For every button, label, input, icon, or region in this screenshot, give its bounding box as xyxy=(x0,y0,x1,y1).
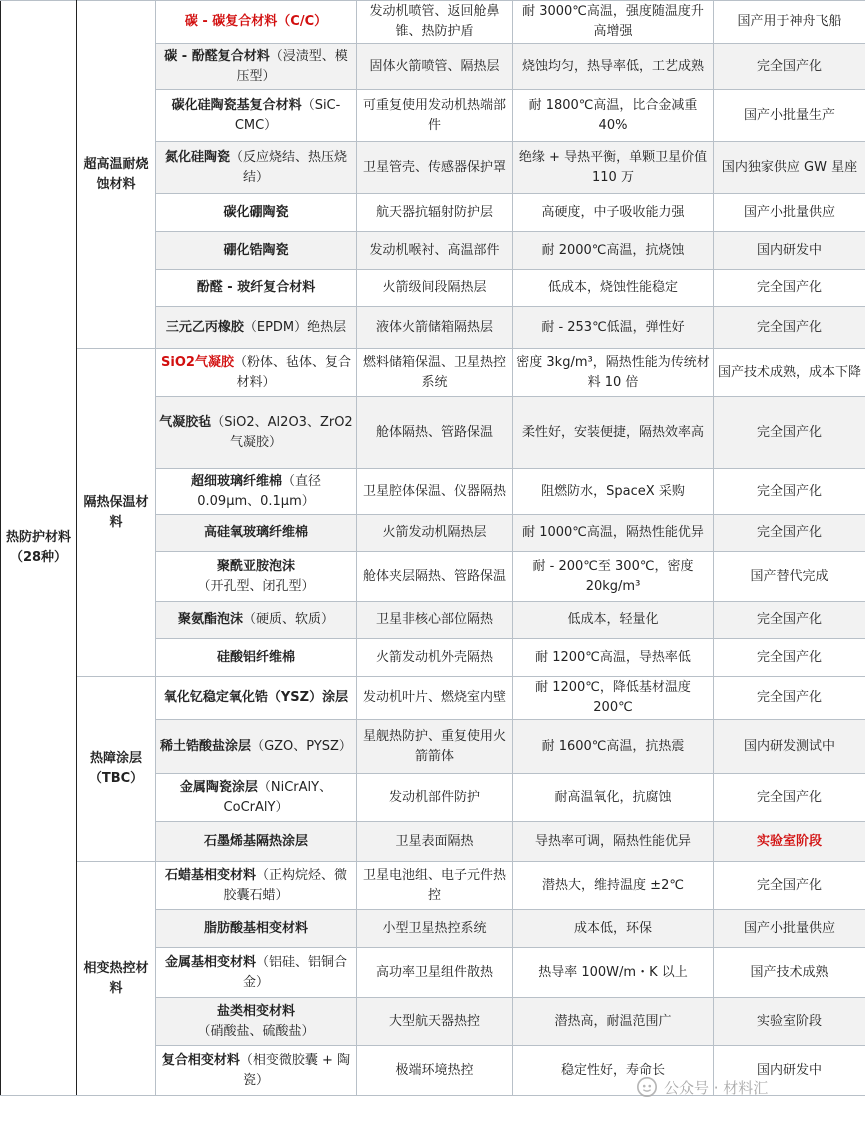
material-name: 高硅氧玻璃纤维棉 xyxy=(203,525,308,540)
application-cell: 卫星非核心部位隔热 xyxy=(357,602,513,639)
status-cell: 完全国产化 xyxy=(714,515,865,552)
material-name: 三元乙丙橡胶 xyxy=(165,319,244,335)
material-name-cell xyxy=(156,677,357,720)
application-cell: 高功率卫星组件散热 xyxy=(357,948,513,998)
status-cell: 国内研发中 xyxy=(714,232,865,270)
material-name: 氧化钇稳定氧化锆（YSZ）涂层 xyxy=(163,690,349,705)
material-name-cell xyxy=(156,307,357,349)
performance-cell: 潜热高，耐温范围广 xyxy=(513,998,714,1046)
material-name: 硅酸铝纤维棉 xyxy=(216,649,295,665)
performance-cell: 热导率 100W/m・K 以上 xyxy=(513,948,714,998)
group-cell: 相变热控材料 xyxy=(77,862,156,1096)
application-cell: 极端环境热控 xyxy=(357,1046,513,1096)
status-cell: 完全国产化 xyxy=(714,602,865,639)
material-detail: （硬质、软质） xyxy=(243,612,335,627)
performance-cell: 耐 3000℃高温，强度随温度升高增强 xyxy=(513,1,714,44)
application-cell: 发动机叶片、燃烧室内壁 xyxy=(357,677,513,720)
material-detail: （反应烧结、热压烧结） xyxy=(230,149,348,185)
application-cell: 火箭发动机外壳隔热 xyxy=(357,639,513,677)
status-cell: 国产技术成熟 xyxy=(714,948,865,998)
material-detail: （开孔型、闭孔型） xyxy=(197,578,315,594)
table-row xyxy=(1,862,865,910)
material-detail: （EPDM）绝热层 xyxy=(243,319,347,335)
status-cell: 国产替代完成 xyxy=(714,552,865,602)
performance-cell: 耐 1200℃，降低基材温度 200℃ xyxy=(513,677,714,720)
status-cell: 完全国产化 xyxy=(714,270,865,307)
performance-cell: 耐 - 253℃低温，弹性好 xyxy=(513,307,714,349)
performance-cell: 低成本，轻量化 xyxy=(513,602,714,639)
material-name-cell xyxy=(156,232,357,270)
performance-cell: 导热率可调，隔热性能优异 xyxy=(513,822,714,862)
performance-cell: 柔性好，安装便捷，隔热效率高 xyxy=(513,397,714,469)
material-name-cell xyxy=(156,469,357,515)
material-detail: （直径 0.09μm、0.1μm） xyxy=(197,473,322,509)
application-cell: 舱体隔热、管路保温 xyxy=(357,397,513,469)
status-cell: 实验室阶段 xyxy=(714,998,865,1046)
material-name-cell xyxy=(156,998,357,1046)
material-name-cell xyxy=(156,349,357,397)
performance-cell: 成本低，环保 xyxy=(513,910,714,948)
material-name: 脂肪酸基相变材料 xyxy=(203,920,308,936)
status-cell: 完全国产化 xyxy=(714,307,865,349)
material-name-cell xyxy=(156,515,357,552)
status-cell: 国内研发中 xyxy=(714,1046,865,1096)
status-cell: 完全国产化 xyxy=(714,397,865,469)
material-name: 聚酰亚胺泡沫 xyxy=(216,558,295,574)
application-cell: 火箭级间段隔热层 xyxy=(357,270,513,307)
material-detail: （GZO、PYSZ） xyxy=(251,738,352,754)
performance-cell: 稳定性好，寿命长 xyxy=(513,1046,714,1096)
table-row xyxy=(1,1,865,44)
application-cell: 卫星表面隔热 xyxy=(357,822,513,862)
material-detail: （SiO2、Al2O3、ZrO2气凝胶） xyxy=(211,414,353,450)
material-name: 稀土锆酸盐涂层 xyxy=(160,738,252,754)
material-name-cell xyxy=(156,822,357,862)
table-row xyxy=(1,677,865,720)
material-name: 聚氨酯泡沫 xyxy=(177,612,243,627)
material-name-cell xyxy=(156,602,357,639)
material-name-cell xyxy=(156,44,357,90)
material-detail: （SiC-CMC） xyxy=(234,97,341,133)
status-cell: 国产小批量生产 xyxy=(714,90,865,142)
application-cell: 发动机喉衬、高温部件 xyxy=(357,232,513,270)
material-name: 石墨烯基隔热涂层 xyxy=(203,833,308,849)
group-cell: 超高温耐烧蚀材料 xyxy=(77,1,156,349)
status-cell: 完全国产化 xyxy=(714,639,865,677)
application-cell: 液体火箭储箱隔热层 xyxy=(357,307,513,349)
status-cell: 国产技术成熟，成本下降 xyxy=(714,349,865,397)
performance-cell: 绝缘 + 导热平衡，单颗卫星价值 110 万 xyxy=(513,142,714,194)
application-cell: 星舰热防护、重复使用火箭箭体 xyxy=(357,720,513,774)
performance-cell: 烧蚀均匀，热导率低，工艺成熟 xyxy=(513,44,714,90)
application-cell: 发动机部件防护 xyxy=(357,774,513,822)
application-cell: 卫星管壳、传感器保护罩 xyxy=(357,142,513,194)
material-name: 硼化锆陶瓷 xyxy=(223,242,289,258)
application-cell: 固体火箭喷管、隔热层 xyxy=(357,44,513,90)
material-name: 复合相变材料 xyxy=(161,1052,240,1068)
material-name-cell xyxy=(156,948,357,998)
material-name-cell xyxy=(156,639,357,677)
performance-cell: 耐 2000℃高温，抗烧蚀 xyxy=(513,232,714,270)
material-detail: （NiCrAlY、CoCrAlY） xyxy=(223,779,333,815)
material-detail: （硝酸盐、硫酸盐） xyxy=(197,1023,315,1039)
material-name-cell xyxy=(156,720,357,774)
status-cell: 完全国产化 xyxy=(714,862,865,910)
status-cell: 实验室阶段 xyxy=(714,822,865,862)
material-name-cell xyxy=(156,552,357,602)
performance-cell: 耐高温氧化，抗腐蚀 xyxy=(513,774,714,822)
material-name-cell xyxy=(156,142,357,194)
status-cell: 完全国产化 xyxy=(714,774,865,822)
material-name: 碳 - 酚醛复合材料 xyxy=(164,48,270,64)
material-name-cell xyxy=(156,1046,357,1096)
performance-cell: 耐 1800℃高温，比合金减重 40% xyxy=(513,90,714,142)
material-name-cell xyxy=(156,1,357,44)
status-cell: 国产用于神舟飞船 xyxy=(714,1,865,44)
performance-cell: 耐 1600℃高温，抗热震 xyxy=(513,720,714,774)
material-detail: （铝硅、铝铜合金） xyxy=(242,954,348,990)
status-cell: 国产小批量供应 xyxy=(714,910,865,948)
material-detail: （正构烷烃、微胶囊石蜡） xyxy=(223,867,348,903)
application-cell: 卫星电池组、电子元件热控 xyxy=(357,862,513,910)
status-cell: 国内独家供应 GW 星座 xyxy=(714,142,865,194)
performance-cell: 耐 1000℃高温，隔热性能优异 xyxy=(513,515,714,552)
application-cell: 火箭发动机隔热层 xyxy=(357,515,513,552)
application-cell: 舱体夹层隔热、管路保温 xyxy=(357,552,513,602)
material-name: 酚醛 - 玻纤复合材料 xyxy=(196,280,316,295)
status-cell: 国产小批量供应 xyxy=(714,194,865,232)
status-cell: 国内研发测试中 xyxy=(714,720,865,774)
material-name: 金属基相变材料 xyxy=(164,954,256,970)
application-cell: 航天器抗辐射防护层 xyxy=(357,194,513,232)
performance-cell: 低成本，烧蚀性能稳定 xyxy=(513,270,714,307)
material-name-cell xyxy=(156,910,357,948)
material-name-cell xyxy=(156,90,357,142)
performance-cell: 潜热大，维持温度 ±2℃ xyxy=(513,862,714,910)
material-name-cell xyxy=(156,774,357,822)
material-name: 碳化硅陶瓷基复合材料 xyxy=(171,97,302,113)
watermark-text: 公众号 · 材料汇 xyxy=(664,1078,769,1097)
application-cell: 可重复使用发动机热端部件 xyxy=(357,90,513,142)
application-cell: 小型卫星热控系统 xyxy=(357,910,513,948)
application-cell: 燃料储箱保温、卫星热控系统 xyxy=(357,349,513,397)
application-cell: 卫星腔体保温、仪器隔热 xyxy=(357,469,513,515)
group-cell: 热障涂层（TBC） xyxy=(77,677,156,862)
performance-cell: 耐 1200℃高温，导热率低 xyxy=(513,639,714,677)
performance-cell: 阻燃防水，SpaceX 采购 xyxy=(513,469,714,515)
table-body xyxy=(1,1,865,1096)
material-name: 气凝胶毡 xyxy=(159,414,212,430)
material-name: SiO2气凝胶 xyxy=(161,354,234,370)
material-name-cell xyxy=(156,270,357,307)
performance-cell: 耐 - 200℃至 300℃，密度 20kg/m³ xyxy=(513,552,714,602)
material-name: 氮化硅陶瓷 xyxy=(164,149,230,165)
material-detail: （粉体、毡体、复合材料） xyxy=(233,354,351,390)
material-name: 石蜡基相变材料 xyxy=(164,867,256,883)
material-name: 盐类相变材料 xyxy=(216,1003,295,1019)
category-cell: 热防护材料（28种） xyxy=(1,1,77,1096)
material-name-cell xyxy=(156,194,357,232)
material-detail: （浸渍型、模压型） xyxy=(236,48,348,84)
material-detail: （相变微胶囊 + 陶瓷） xyxy=(239,1052,351,1088)
material-name: 金属陶瓷涂层 xyxy=(179,779,258,795)
group-cell: 隔热保温材料 xyxy=(77,349,156,677)
status-cell: 完全国产化 xyxy=(714,677,865,720)
material-name-cell xyxy=(156,397,357,469)
material-name: 碳 - 碳复合材料（C/C） xyxy=(184,14,328,29)
application-cell: 大型航天器热控 xyxy=(357,998,513,1046)
application-cell: 发动机喷管、返回舱鼻锥、热防护盾 xyxy=(357,1,513,44)
material-name-cell xyxy=(156,862,357,910)
table-row xyxy=(1,349,865,397)
performance-cell: 高硬度，中子吸收能力强 xyxy=(513,194,714,232)
material-name: 超细玻璃纤维棉 xyxy=(190,473,282,489)
performance-cell: 密度 3kg/m³，隔热性能为传统材料 10 倍 xyxy=(513,349,714,397)
material-name: 碳化硼陶瓷 xyxy=(223,204,289,220)
status-cell: 完全国产化 xyxy=(714,469,865,515)
status-cell: 完全国产化 xyxy=(714,44,865,90)
